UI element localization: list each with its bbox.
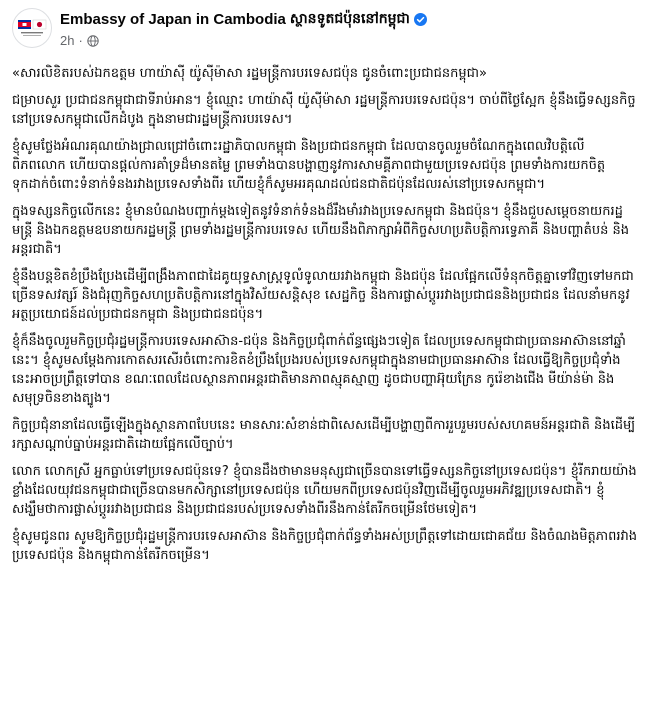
post-paragraph: ជម្រាបសួរ ប្រជាជនកម្ពុជាជាទីរាប់អាន។ ខ្ញុំឈ្មោះ ហាយ៉ាស៊ី យ៉ូស៊ីម៉ាសា រដ្ឋមន្ត្រីការបរទេសជប៉ុន។ ចាប់ពីថ្ងៃស្អែក ខ្ញុំនឹងធ្វើទស្សនកិច្ចនៅប្រទេសកម្ពុជាលើកដំបូង ក្នុងនាមជារដ្ឋមន្ត្រីការបរទេស។	[12, 93, 636, 127]
post-body	[12, 64, 638, 565]
post-title: «សារលិខិតរបស់ឯកឧត្តម ហាយ៉ាស៊ី យ៉ូស៊ីម៉ាសា រដ្ឋមន្ត្រីការបរទេសជប៉ុន ជូនចំពោះប្រជាជនកម្ពុជា»	[12, 66, 487, 81]
post-paragraph: លោក លោកស្រី អ្នកធ្លាប់ទៅប្រទេសជប៉ុនទេ? ខ្ញុំបានដឹងថាមានមនុស្សជាច្រើនបានទៅធ្វើទស្សនកិច្ចនៅប្រទេសជប៉ុន។ ខ្ញុំរីករាយយ៉ាងខ្លាំងដែលយុវជនកម្ពុជាជាច្រើនបានមកសិក្សានៅប្រទេសជប៉ុន ហើយមកពីប្រទេសជប៉ុនវិញដើម្បីចូលរួមអភិវឌ្ឍប្រទេសជាតិ។ ខ្ញុំសង្ឃឹមថាការផ្លាស់ប្តូររវាងប្រជាជន និងប្រជាជនរបស់ប្រទេសទាំងពីរនឹងកាន់តែរីកចម្រើនថែមទៀត។	[12, 464, 637, 517]
page-name-khmer[interactable]: ស្ថានទូតជប៉ុននៅកម្ពុជា	[289, 11, 410, 27]
post-paragraph: ខ្ញុំសូមជូនពរ សូមឱ្យកិច្ចប្រជុំរដ្ឋមន្ត្រីការបរទេសអាស៊ាន និងកិច្ចប្រជុំពាក់ព័ន្ធទាំងអស់ប្រព្រឹត្តទៅដោយជោគជ័យ និងចំណងមិត្តភាពរវាងប្រទេសជប៉ុន និងកម្ពុជាកាន់តែរីកចម្រើន។	[12, 529, 638, 563]
post-paragraph: ក្នុងទស្សនកិច្ចលើកនេះ ខ្ញុំមានបំណងបញ្ជាក់ម្តងទៀតនូវទំនាក់ទំនងដ៏រឹងមាំរវាងប្រទេសកម្ពុជា និងជប៉ុន។ ខ្ញុំនឹងជួបសម្តេចនាយករដ្ឋមន្ត្រី និងឯកឧត្តមឧបនាយករដ្ឋមន្ត្រី ព្រមទាំងរដ្ឋមន្ត្រីការបរទេស ហើយនឹងពិភាក្សាអំពីកិច្ចសហប្រតិបត្តិការទ្វេភាគី និងបញ្ហាតំបន់ និងអន្តរជាតិ។	[12, 204, 629, 257]
globe-icon	[87, 35, 99, 47]
post-header	[12, 8, 638, 56]
post-paragraph: ខ្ញុំសូមថ្លែងអំណរគុណយ៉ាងជ្រាលជ្រៅចំពោះរដ្ឋាភិបាលកម្ពុជា និងប្រជាជនកម្ពុជា ដែលបានចូលរួមចំណែកក្នុងពេលវិបត្តិលើពិភពលោក ហើយបានផ្តល់ការគាំទ្រដ៏មានតម្លៃ ព្រមទាំងបានបង្ហាញនូវការសាមគ្គីភាពជាមួយប្រទេសជប៉ុន ព្រមទាំងការយកចិត្តទុកដាក់ចំពោះទំនាក់ទំនងរវាងប្រទេសទាំងពីរ ហើយខ្ញុំក៏សូមអរគុណដល់ជនជាតិជប៉ុនដែលរស់នៅប្រទេសកម្ពុជា។	[12, 139, 606, 192]
post-paragraph: ខ្ញុំក៏នឹងចូលរួមកិច្ចប្រជុំរដ្ឋមន្ត្រីការបរទេសអាស៊ាន-ជប៉ុន និងកិច្ចប្រជុំពាក់ព័ន្ធផ្សេងៗទៀត ដែលប្រទេសកម្ពុជាជាប្រធានអាស៊ាននៅឆ្នាំនេះ។ ខ្ញុំសូមសម្តែងការកោតសរសើរចំពោះការខិតខំប្រឹងប្រែងរបស់ប្រទេសកម្ពុជាក្នុងនាមជាប្រធានអាស៊ាន ដែលធ្វើឱ្យកិច្ចប្រជុំទាំងនេះអាចប្រព្រឹត្តទៅបាន ខណៈពេលដែលស្ថានភាពអន្តរជាតិមានភាពស្មុគស្មាញ ដូចជាបញ្ហាអ៊ុយក្រែន កូរ៉េខាងជើង មីយ៉ាន់ម៉ា និងសមុទ្រចិនខាងត្បូង។	[12, 334, 626, 406]
post-timestamp[interactable]: 2h	[60, 33, 75, 48]
post-paragraph: កិច្ចប្រជុំនានាដែលធ្វើឡើងក្នុងស្ថានភាពបែបនេះ មានសារៈសំខាន់ជាពិសេសដើម្បីបង្ហាញពីការរួបរួមរបស់សហគមន៍អន្តរជាតិ និងដើម្បីរក្សាសណ្តាប់ធ្នាប់អន្តរជាតិដោយផ្អែកលើច្បាប់។	[12, 418, 636, 452]
page-avatar[interactable]	[12, 8, 52, 48]
post-paragraph: ខ្ញុំនឹងបន្តខិតខំប្រឹងប្រែងដើម្បីពង្រឹងភាពជាដៃគូយុទ្ធសាស្ត្រទូលំទូលាយរវាងកម្ពុជា និងជប៉ុន ដែលផ្អែកលើទំនុកចិត្តគ្នាទៅវិញទៅមកជាច្រើនទសវត្សរ៍ និងជំរុញកិច្ចសហប្រតិបត្តិការនៅក្នុងវិស័យសន្តិសុខ សេដ្ឋកិច្ច និងការផ្លាស់ប្តូររវាងប្រជាជននិងប្រជាជន ដែលនាំមកនូវអត្ថប្រយោជន៍ដល់ប្រជាជនកម្ពុជា និងប្រជាជនជប៉ុន។	[12, 269, 634, 322]
verified-badge-icon	[414, 13, 427, 26]
page-name[interactable]: Embassy of Japan in Cambodia	[60, 11, 286, 28]
separator-dot: ·	[78, 33, 83, 48]
embassy-logo-icon	[15, 11, 49, 45]
